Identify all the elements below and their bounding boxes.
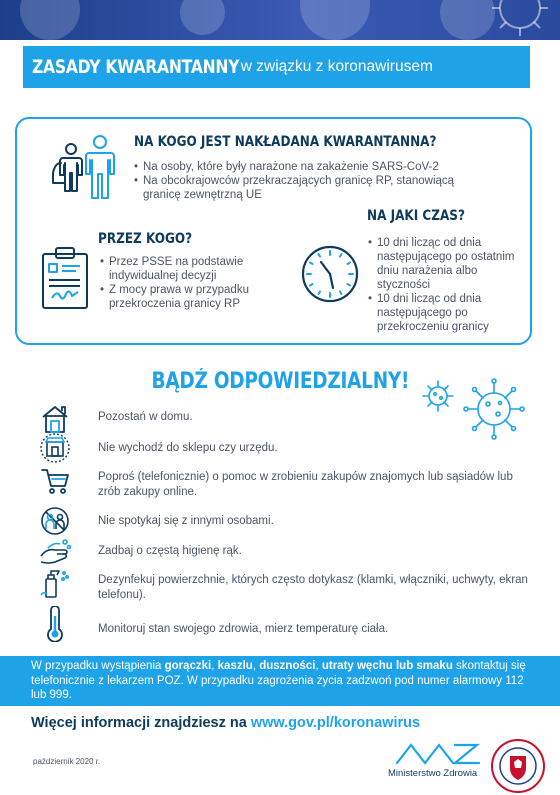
rule-text: Nie wychodź do sklepu czy urzędu. [98,442,278,454]
rule-row [38,536,538,568]
rule-text: Zadbaj o częstą higienę rąk. [98,545,242,557]
alert-symptom: duszności [259,660,316,672]
rule-text: Poproś (telefonicznie) o pomoc w zrobieniu zakupów znajomych lub sąsiadów lub zrób zakupy online. [98,471,513,498]
rule-row [38,402,538,434]
by-whom-list [100,255,270,311]
alert-symptom: gorączki [164,660,212,672]
virus-decoration-icon [480,0,560,40]
alert-symptom: utraty węchu lub smaku [321,660,453,672]
title-bar [23,46,530,88]
rule-text: Pozostań w domu. [98,411,193,423]
who-heading: NA KOGO JEST NAKŁADANA KWARANTANNA? [134,134,437,150]
hand-wash-icon [38,536,72,568]
ministry-name: Ministerstwo Zdrowia [388,768,478,779]
alert-text: W przypadku wystąpienia [31,660,165,672]
clock-icon [299,243,361,305]
page-subtitle: w związku z koronawirusem [240,58,433,75]
website-link[interactable]: www.gov.pl/koronawirus [250,715,421,731]
rule-row [38,606,538,642]
rule-text: Monitoruj stan swojego zdrowia, mierz temperaturę ciała. [98,623,389,635]
more-info-text: Więcej informacji znajdziesz na [31,715,251,731]
clipboard-icon [40,244,90,310]
ministry-logo [393,739,483,787]
cart-icon [38,464,72,496]
list-item: • 10 dni licząc od dnia następującego po ostatnim dniu narażenia albo styczności [368,236,526,292]
by-whom-heading: PRZEZ KOGO? [98,231,193,247]
list-item: • Na osoby, które były narażone na zakażenie SARS-CoV-2 [134,160,514,174]
how-long-list [368,236,526,334]
who-list [134,160,514,202]
alert-symptom: kaszlu [217,660,253,672]
shop-icon [38,432,72,464]
rule-row [38,432,538,464]
top-banner [0,0,560,40]
alert-text: , [252,660,260,672]
page-title: ZASADY KWARANTANNY [32,56,240,78]
list-item: • 10 dni licząc od dnia następującego po przekroczeniu granicy [368,292,526,334]
people-icon [51,133,121,201]
alert-text: , [315,660,322,672]
more-info [31,715,420,731]
no-meeting-icon [38,505,72,537]
responsible-heading: BĄDŹ ODPOWIEDZIALNY! [151,369,409,394]
rule-text: Dezynfekuj powierzchnie, których często dotykasz (klamki, włączniki, uchwyty, ekran telefonu). [98,574,528,601]
thermometer-icon [38,606,72,642]
disinfect-icon [38,567,72,599]
date-label: październik 2020 r. [33,757,101,766]
list-item: • Przez PSSE na podstawie indywidualnej decyzji [100,255,270,283]
list-item: • Na obcokrajowców przekraczających granicę RP, stanowiącą granicę zewnętrzną UE [134,174,489,202]
list-item: • Z mocy prawa w przypadku przekroczenia granicy RP [100,283,270,311]
seal-icon [490,738,546,794]
alert-bar [0,656,560,706]
rule-row [38,567,538,599]
rule-row [38,505,538,537]
house-icon [38,402,72,434]
rule-row [38,464,538,496]
alert-text: , [211,660,218,672]
rule-text: Nie spotykaj się z innymi osobami. [98,515,274,527]
how-long-heading: NA JAKI CZAS? [367,208,465,224]
alert-text: skontaktuj się telefonicznie z lekarzem POZ. W przypadku zagrożenia życia zadzwoń pod numer alarmowy 112 lub 999. [31,660,526,701]
